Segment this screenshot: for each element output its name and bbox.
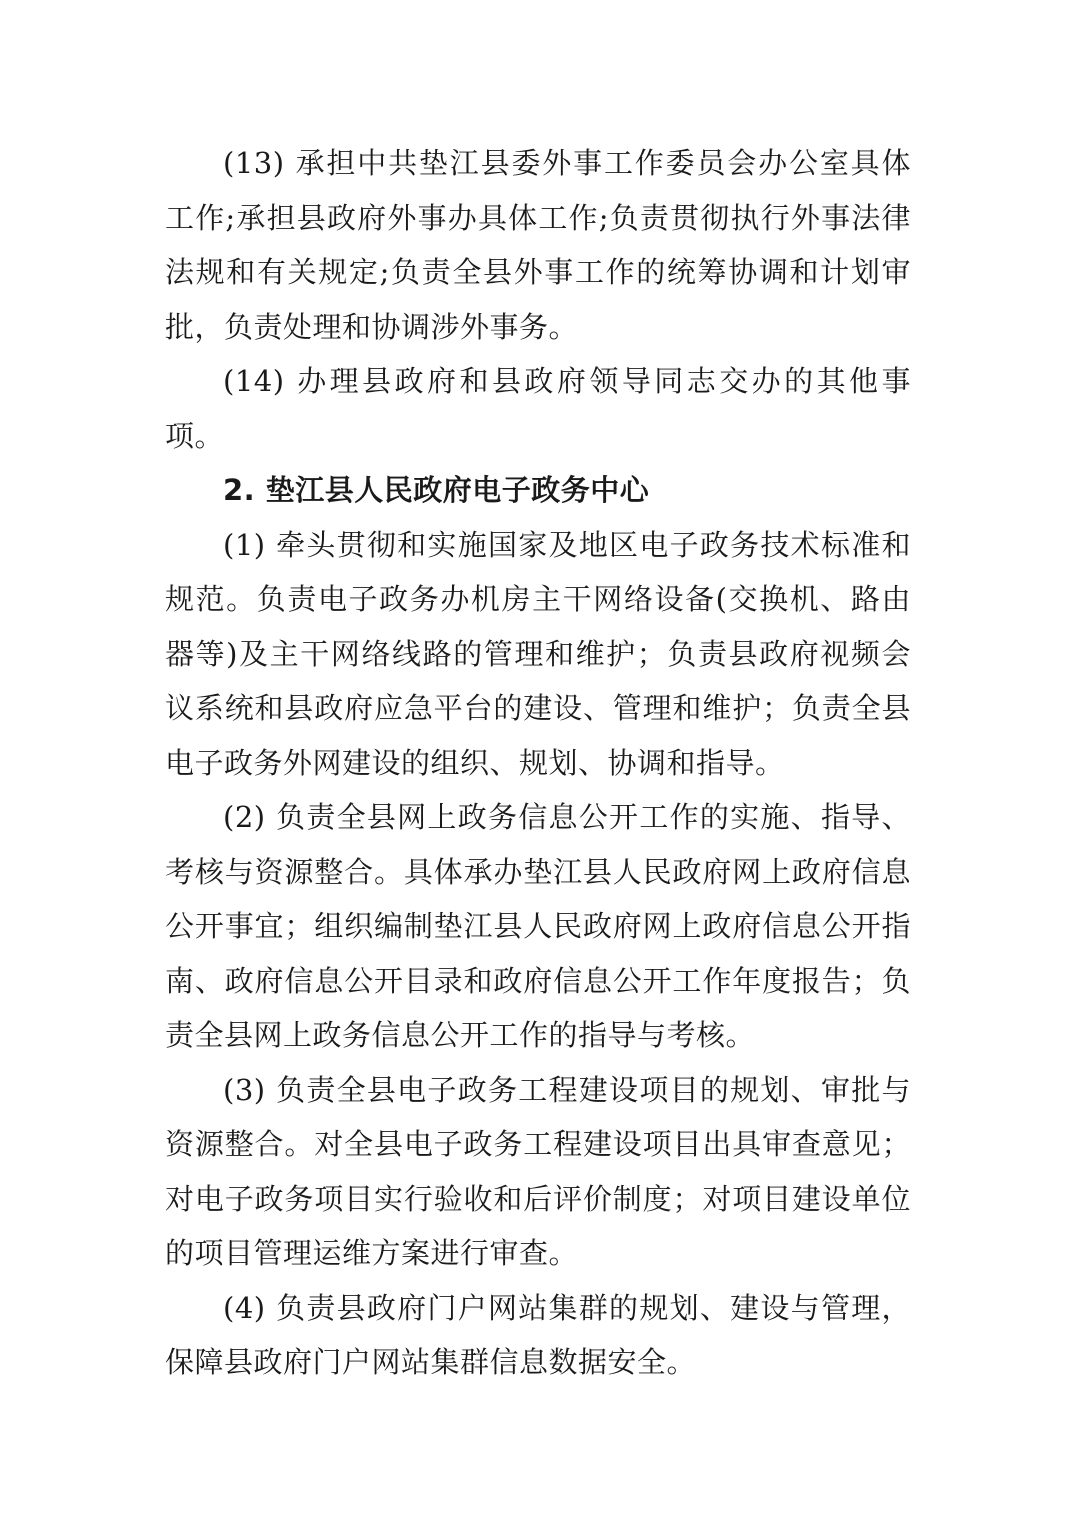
paragraph-13: (13) 承担中共垫江县委外事工作委员会办公室具体工作;承担县政府外事办具体工作;负责贯彻执行外事法律法规和有关规定;负责全县外事工作的统筹协调和计划审批，负责处理和协调涉外事务。 <box>165 146 911 344</box>
paragraph-3: (3) 负责全县电子政务工程建设项目的规划、审批与资源整合。对全县电子政务工程建设项目出具审查意见；对电子政务项目实行验收和后评价制度；对项目建设单位的项目管理运维方案进行审查。 <box>165 1072 911 1270</box>
paragraph-4: (4) 负责县政府门户网站集群的规划、建设与管理，保障县政府门户网站集群信息数据安全。 <box>165 1290 911 1379</box>
section-heading: 2. 垫江县人民政府电子政务中心 <box>223 473 650 507</box>
paragraph-2: (2) 负责全县网上政务信息公开工作的实施、指导、考核与资源整合。具体承办垫江县人民政府网上政府信息公开事宜；组织编制垫江县人民政府网上政府信息公开指南、政府信息公开目录和政府信息公开工作年度报告；负责全县网上政务信息公开工作的指导与考核。 <box>165 800 911 1052</box>
paragraph-1: (1) 牵头贯彻和实施国家及地区电子政务技术标准和规范。负责电子政务办机房主干网络设备(交换机、路由器等)及主干网络线路的管理和维护；负责县政府视频会议系统和县政府应急平台的建设、管理和维护；负责全县电子政务外网建设的组织、规划、协调和指导。 <box>165 527 911 780</box>
paragraph-14: (14) 办理县政府和县政府领导同志交办的其他事项。 <box>165 364 911 453</box>
document-page <box>165 136 911 1390</box>
